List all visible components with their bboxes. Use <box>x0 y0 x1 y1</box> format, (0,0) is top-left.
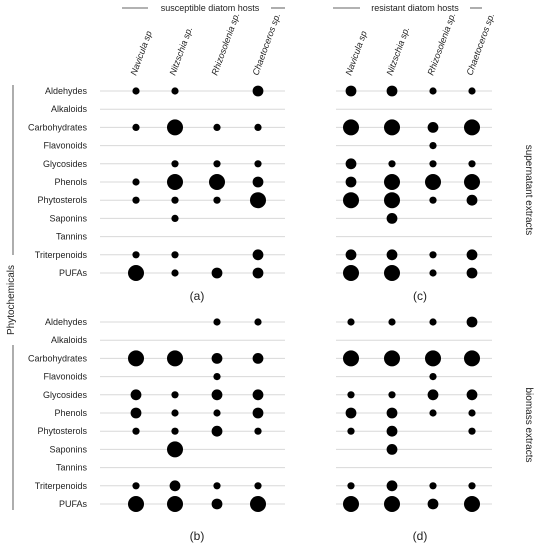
data-dot-carbohydrates-rhizosolenia-sp <box>428 122 439 133</box>
data-dot-carbohydrates-navicula-sp <box>128 350 144 366</box>
data-dot-pufas-nitzschia-sp <box>171 269 178 276</box>
data-dot-phenols-rhizosolenia-sp <box>213 409 220 416</box>
row-label-pufas: PUFAs <box>58 268 87 278</box>
data-dot-aldehydes-chaetoceros-sp <box>467 317 478 328</box>
data-dot-phenols-chaetoceros-sp <box>253 408 264 419</box>
data-dot-phenols-nitzschia-sp <box>387 408 398 419</box>
data-dot-glycosides-navicula-sp <box>347 391 354 398</box>
data-dot-saponins-nitzschia-sp <box>387 444 398 455</box>
data-dot-phytosterols-chaetoceros-sp <box>254 428 261 435</box>
data-dot-aldehydes-nitzschia-sp <box>171 87 178 94</box>
data-dot-glycosides-rhizosolenia-sp <box>213 160 220 167</box>
data-dot-phytosterols-rhizosolenia-sp <box>429 197 436 204</box>
data-dot-carbohydrates-navicula-sp <box>343 350 359 366</box>
data-dot-pufas-navicula-sp <box>128 496 144 512</box>
column-header-nitzschia-sp: Nitzschia sp. <box>384 25 412 77</box>
data-dot-aldehydes-rhizosolenia-sp <box>429 87 436 94</box>
grid-lines <box>100 91 492 504</box>
data-dot-glycosides-navicula-sp <box>346 158 357 169</box>
column-header-chaetoceros-sp: Chaetoceros sp. <box>464 11 497 77</box>
data-dot-aldehydes-nitzschia-sp <box>387 86 398 97</box>
data-dot-phenols-navicula-sp <box>132 178 139 185</box>
data-dot-phytosterols-chaetoceros-sp <box>468 428 475 435</box>
data-dot-phenols-chaetoceros-sp <box>468 409 475 416</box>
data-dot-triterpenoids-rhizosolenia-sp <box>213 482 220 489</box>
data-dot-triterpenoids-nitzschia-sp <box>387 480 398 491</box>
data-dot-glycosides-chaetoceros-sp <box>468 160 475 167</box>
data-dot-pufas-rhizosolenia-sp <box>428 499 439 510</box>
column-header-chaetoceros-sp: Chaetoceros sp. <box>250 11 283 77</box>
data-dot-pufas-rhizosolenia-sp <box>429 269 436 276</box>
data-dot-glycosides-navicula-sp <box>131 389 142 400</box>
data-dot-glycosides-chaetoceros-sp <box>254 160 261 167</box>
data-dot-phenols-navicula-sp <box>346 177 357 188</box>
data-dot-pufas-chaetoceros-sp <box>467 268 478 279</box>
data-dot-carbohydrates-rhizosolenia-sp <box>425 350 441 366</box>
row-label-pufas: PUFAs <box>58 499 87 509</box>
data-dot-carbohydrates-chaetoceros-sp <box>253 353 264 364</box>
row-label-phenols: Phenols <box>54 177 87 187</box>
data-dot-aldehydes-navicula-sp <box>346 86 357 97</box>
row-label-glycosides: Glycosides <box>42 158 87 169</box>
supernatant-extracts-label: supernatant extracts <box>523 144 534 236</box>
data-dot-phenols-navicula-sp <box>131 408 142 419</box>
data-dot-carbohydrates-nitzschia-sp <box>384 119 400 135</box>
row-label-flavonoids: Flavonoids <box>43 371 87 382</box>
panel-label-a: (a) <box>189 289 205 303</box>
data-dot-triterpenoids-chaetoceros-sp <box>468 482 475 489</box>
data-dot-triterpenoids-rhizosolenia-sp <box>429 251 436 258</box>
data-dot-triterpenoids-nitzschia-sp <box>387 249 398 260</box>
data-dot-phytosterols-chaetoceros-sp <box>467 195 478 206</box>
row-label-saponins: Saponins <box>49 213 87 224</box>
data-dot-pufas-nitzschia-sp <box>167 496 183 512</box>
data-dot-aldehydes-chaetoceros-sp <box>468 87 475 94</box>
data-dot-phenols-rhizosolenia-sp <box>209 174 225 190</box>
row-label-glycosides: Glycosides <box>42 389 87 400</box>
data-dot-glycosides-rhizosolenia-sp <box>428 389 439 400</box>
data-dot-aldehydes-rhizosolenia-sp <box>429 318 436 325</box>
data-dot-phytosterols-rhizosolenia-sp <box>213 197 220 204</box>
data-dot-flavonoids-rhizosolenia-sp <box>429 142 436 149</box>
row-label-saponins: Saponins <box>49 444 87 455</box>
column-header-nitzschia-sp: Nitzschia sp. <box>167 25 195 77</box>
data-dot-triterpenoids-rhizosolenia-sp <box>429 482 436 489</box>
data-dot-aldehydes-chaetoceros-sp <box>254 318 261 325</box>
data-dot-triterpenoids-nitzschia-sp <box>170 480 181 491</box>
row-label-triterpenoids: Triterpenoids <box>34 249 87 260</box>
row-label-phenols: Phenols <box>54 408 87 418</box>
data-dot-carbohydrates-nitzschia-sp <box>384 350 400 366</box>
row-label-carbohydrates: Carbohydrates <box>27 122 87 133</box>
data-dot-phytosterols-nitzschia-sp <box>171 428 178 435</box>
row-label-phytosterols: Phytosterols <box>37 426 87 437</box>
data-dot-glycosides-nitzschia-sp <box>388 391 395 398</box>
data-dot-phenols-nitzschia-sp <box>167 174 183 190</box>
data-dot-carbohydrates-rhizosolenia-sp <box>213 124 220 131</box>
data-dot-pufas-chaetoceros-sp <box>250 496 266 512</box>
data-dot-pufas-navicula-sp <box>343 496 359 512</box>
panel-label-b: (b) <box>189 529 205 543</box>
data-dot-triterpenoids-chaetoceros-sp <box>467 249 478 260</box>
data-dot-pufas-rhizosolenia-sp <box>212 499 223 510</box>
biomass-extracts-label: biomass extracts <box>523 387 534 463</box>
row-label-alkaloids: Alkaloids <box>50 104 87 115</box>
data-dot-phenols-navicula-sp <box>346 408 357 419</box>
data-dot-phenols-chaetoceros-sp <box>253 177 264 188</box>
data-dot-pufas-nitzschia-sp <box>384 265 400 281</box>
data-dot-phenols-chaetoceros-sp <box>464 174 480 190</box>
data-dots <box>128 86 480 512</box>
data-dot-phytosterols-navicula-sp <box>132 428 139 435</box>
data-dot-triterpenoids-nitzschia-sp <box>171 251 178 258</box>
figure-header <box>122 3 482 13</box>
data-dot-phytosterols-nitzschia-sp <box>384 192 400 208</box>
data-dot-glycosides-chaetoceros-sp <box>253 389 264 400</box>
data-dot-glycosides-nitzschia-sp <box>171 160 178 167</box>
data-dot-triterpenoids-chaetoceros-sp <box>254 482 261 489</box>
data-dot-phenols-nitzschia-sp <box>171 409 178 416</box>
data-dot-pufas-rhizosolenia-sp <box>212 268 223 279</box>
data-dot-carbohydrates-chaetoceros-sp <box>464 350 480 366</box>
data-dot-triterpenoids-navicula-sp <box>346 249 357 260</box>
data-dot-carbohydrates-nitzschia-sp <box>167 350 183 366</box>
data-dot-phytosterols-rhizosolenia-sp <box>212 426 223 437</box>
data-dot-pufas-navicula-sp <box>343 265 359 281</box>
data-dot-glycosides-chaetoceros-sp <box>467 389 478 400</box>
data-dot-carbohydrates-chaetoceros-sp <box>254 124 261 131</box>
data-dot-pufas-nitzschia-sp <box>384 496 400 512</box>
data-dot-phytosterols-navicula-sp <box>132 197 139 204</box>
data-dot-phytosterols-nitzschia-sp <box>387 426 398 437</box>
row-label-flavonoids: Flavonoids <box>43 140 87 151</box>
row-label-aldehydes: Aldehydes <box>44 317 87 327</box>
data-dot-glycosides-nitzschia-sp <box>171 391 178 398</box>
row-label-tannins: Tannins <box>55 462 87 473</box>
data-dot-carbohydrates-nitzschia-sp <box>167 119 183 135</box>
data-dot-phytosterols-chaetoceros-sp <box>250 192 266 208</box>
data-dot-triterpenoids-navicula-sp <box>347 482 354 489</box>
data-dot-flavonoids-rhizosolenia-sp <box>429 373 436 380</box>
data-dot-carbohydrates-rhizosolenia-sp <box>212 353 223 364</box>
panel-label-c: (c) <box>413 289 427 303</box>
row-labels <box>28 86 88 509</box>
data-dot-carbohydrates-chaetoceros-sp <box>464 119 480 135</box>
row-label-tannins: Tannins <box>55 231 87 242</box>
column-header-navicula-sp: Navicula sp <box>128 29 154 77</box>
data-dot-phytosterols-navicula-sp <box>347 428 354 435</box>
row-label-aldehydes: Aldehydes <box>44 86 87 96</box>
data-dot-saponins-nitzschia-sp <box>171 215 178 222</box>
data-dot-phenols-rhizosolenia-sp <box>425 174 441 190</box>
column-header-rhizosolenia-sp: Rhizosolenia sp. <box>425 11 458 77</box>
right-group-label: resistant diatom hosts <box>371 3 459 13</box>
data-dot-carbohydrates-navicula-sp <box>132 124 139 131</box>
data-dot-triterpenoids-chaetoceros-sp <box>253 249 264 260</box>
column-header-rhizosolenia-sp: Rhizosolenia sp. <box>209 11 242 77</box>
data-dot-saponins-nitzschia-sp <box>387 213 398 224</box>
data-dot-glycosides-rhizosolenia-sp <box>212 389 223 400</box>
data-dot-triterpenoids-navicula-sp <box>132 482 139 489</box>
column-headers <box>128 11 496 76</box>
column-header-navicula-sp: Navicula sp <box>343 29 369 77</box>
row-label-carbohydrates: Carbohydrates <box>27 353 87 364</box>
data-dot-flavonoids-rhizosolenia-sp <box>213 373 220 380</box>
data-dot-aldehydes-navicula-sp <box>347 318 354 325</box>
data-dot-pufas-navicula-sp <box>128 265 144 281</box>
data-dot-carbohydrates-navicula-sp <box>343 119 359 135</box>
data-dot-phenols-rhizosolenia-sp <box>429 409 436 416</box>
row-label-phytosterols: Phytosterols <box>37 195 87 206</box>
data-dot-aldehydes-navicula-sp <box>132 87 139 94</box>
left-group-label: susceptible diatom hosts <box>160 3 260 13</box>
data-dot-phenols-nitzschia-sp <box>384 174 400 190</box>
data-dot-pufas-chaetoceros-sp <box>253 268 264 279</box>
phytochemicals-label: Phytochemicals <box>6 264 17 336</box>
data-dot-glycosides-nitzschia-sp <box>388 160 395 167</box>
row-label-alkaloids: Alkaloids <box>50 335 87 346</box>
data-dot-aldehydes-nitzschia-sp <box>388 318 395 325</box>
data-dot-phytosterols-nitzschia-sp <box>171 197 178 204</box>
data-dot-triterpenoids-navicula-sp <box>132 251 139 258</box>
row-label-triterpenoids: Triterpenoids <box>34 480 87 491</box>
data-dot-pufas-chaetoceros-sp <box>464 496 480 512</box>
data-dot-aldehydes-rhizosolenia-sp <box>213 318 220 325</box>
data-dot-aldehydes-chaetoceros-sp <box>253 86 264 97</box>
data-dot-phytosterols-navicula-sp <box>343 192 359 208</box>
data-dot-saponins-nitzschia-sp <box>167 441 183 457</box>
panel-label-d: (d) <box>412 529 428 543</box>
data-dot-glycosides-rhizosolenia-sp <box>429 160 436 167</box>
